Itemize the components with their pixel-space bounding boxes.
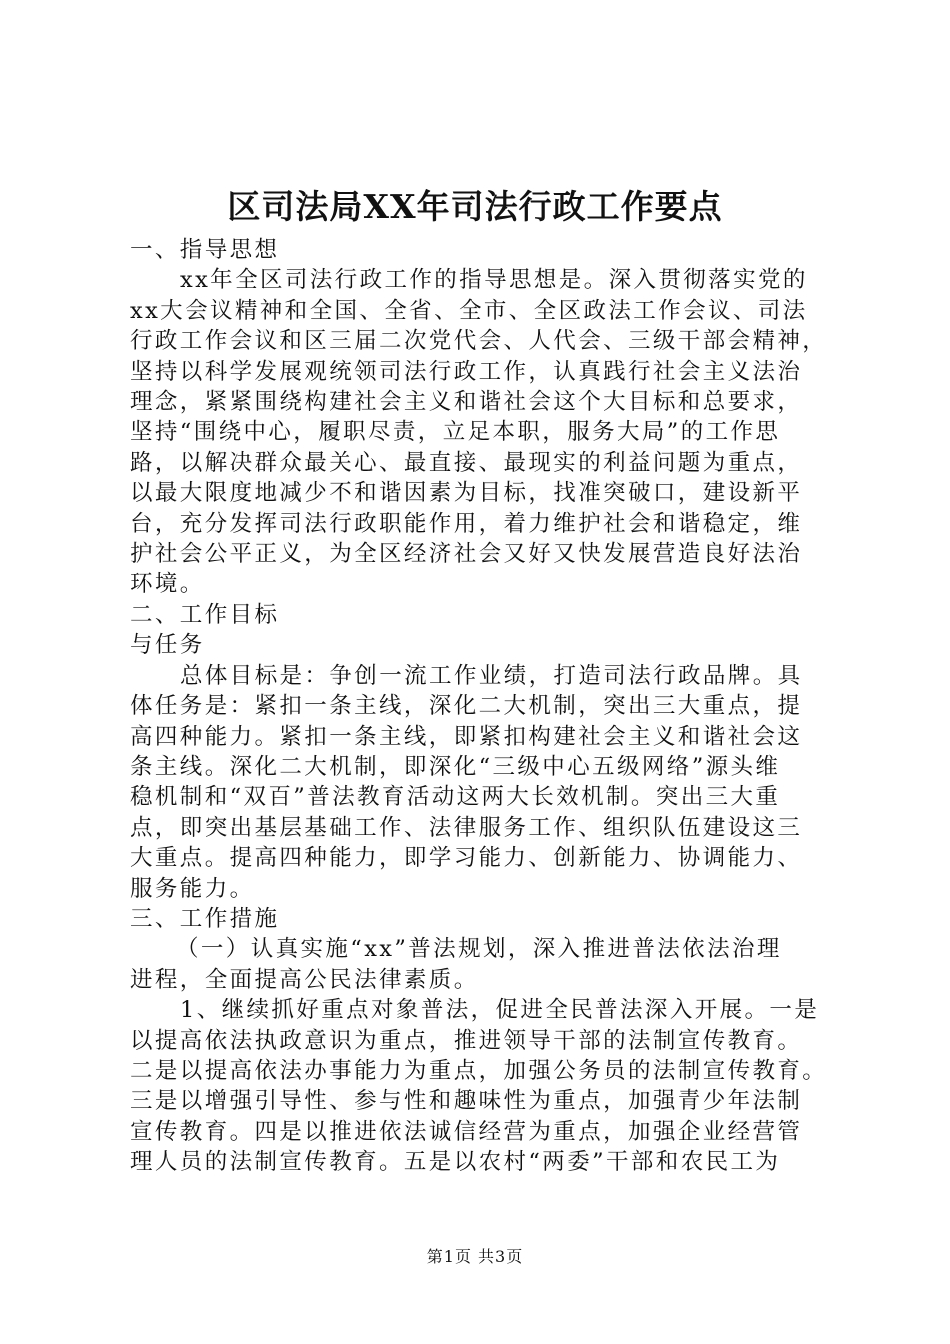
paragraph-line: 1、继续抓好重点对象普法，促进全民普法深入开展。一是 (180, 997, 820, 1024)
document-body (130, 235, 830, 1178)
paragraph (130, 661, 830, 904)
subsection-heading (130, 934, 830, 995)
paragraph-line: 二是以提高依法办事能力为重点，加强公务员的法制宣传教育。 (130, 1057, 828, 1084)
section-heading-continuation: 与任务 (130, 632, 205, 659)
paragraph-line: 以提高依法执政意识为重点，推进领导干部的法制宣传教育。 (130, 1027, 803, 1054)
paragraph-line: 进程，全面提高公民法律素质。 (130, 966, 479, 993)
paragraph-line: 护社会公平正义，为全区经济社会又好又快发展营造良好法治 (130, 541, 803, 568)
paragraph-line: 台，充分发挥司法行政职能作用，着力维护社会和谐稳定，维 (130, 510, 803, 537)
paragraph-line: 总体目标是：争创一流工作业绩，打造司法行政品牌。具 (180, 662, 803, 689)
paragraph-line: 行政工作会议和区三届二次党代会、人代会、三级干部会精神， (130, 328, 828, 355)
paragraph-line: 服务能力。 (130, 875, 255, 902)
paragraph-line: 路，以解决群众最关心、最直接、最现实的利益问题为重点， (130, 449, 803, 476)
document-title: 区司法局XX年司法行政工作要点 (227, 187, 723, 226)
paragraph-line: 理人员的法制宣传教育。五是以农村“两委”干部和农民工为 (130, 1149, 781, 1176)
paragraph (130, 265, 830, 599)
paragraph-line: 坚持“围绕中心，履职尽责，立足本职，服务大局”的工作思 (130, 419, 781, 446)
paragraph (130, 995, 830, 1177)
page-footer: 第1页 共3页 (426, 1247, 524, 1266)
paragraph-line: 环境。 (130, 571, 205, 598)
section-heading: 二、工作目标 (130, 601, 280, 628)
paragraph-line: 点，即突出基层基础工作、法律服务工作、组织队伍建设这三 (130, 814, 803, 841)
paragraph-line: 稳机制和“双百”普法教育活动这两大长效机制。突出三大重 (130, 784, 781, 811)
paragraph-line: 三是以增强引导性、参与性和趣味性为重点，加强青少年法制 (130, 1088, 803, 1115)
paragraph-line: 宣传教育。四是以推进依法诚信经营为重点，加强企业经营管 (130, 1118, 803, 1145)
paragraph-line: 坚持以科学发展观统领司法行政工作，认真践行社会主义法治 (130, 358, 803, 385)
paragraph-line: 理念，紧紧围绕构建社会主义和谐社会这个大目标和总要求， (130, 389, 803, 416)
section-heading: 一、指导思想 (130, 237, 280, 263)
paragraph-line: 条主线。深化二大机制，即深化“三级中心五级网络”源头维 (130, 753, 781, 780)
paragraph-line: xx年全区司法行政工作的指导思想是。深入贯彻落实党的 (180, 267, 808, 294)
paragraph-line: 大重点。提高四种能力，即学习能力、创新能力、协调能力、 (130, 845, 803, 872)
paragraph-line: xx大会议精神和全国、全省、全市、全区政法工作会议、司法 (130, 297, 808, 324)
paragraph-line: 高四种能力。紧扣一条主线，即紧扣构建社会主义和谐社会这 (130, 723, 803, 750)
section-heading: 三、工作措施 (130, 905, 280, 932)
paragraph-line: 体任务是：紧扣一条主线，深化二大机制，突出三大重点，提 (130, 693, 803, 720)
paragraph-line: 以最大限度地减少不和谐因素为目标，找准突破口，建设新平 (130, 480, 803, 507)
paragraph-line: （一）认真实施“xx”普法规划，深入推进普法依法治理 (176, 936, 782, 963)
